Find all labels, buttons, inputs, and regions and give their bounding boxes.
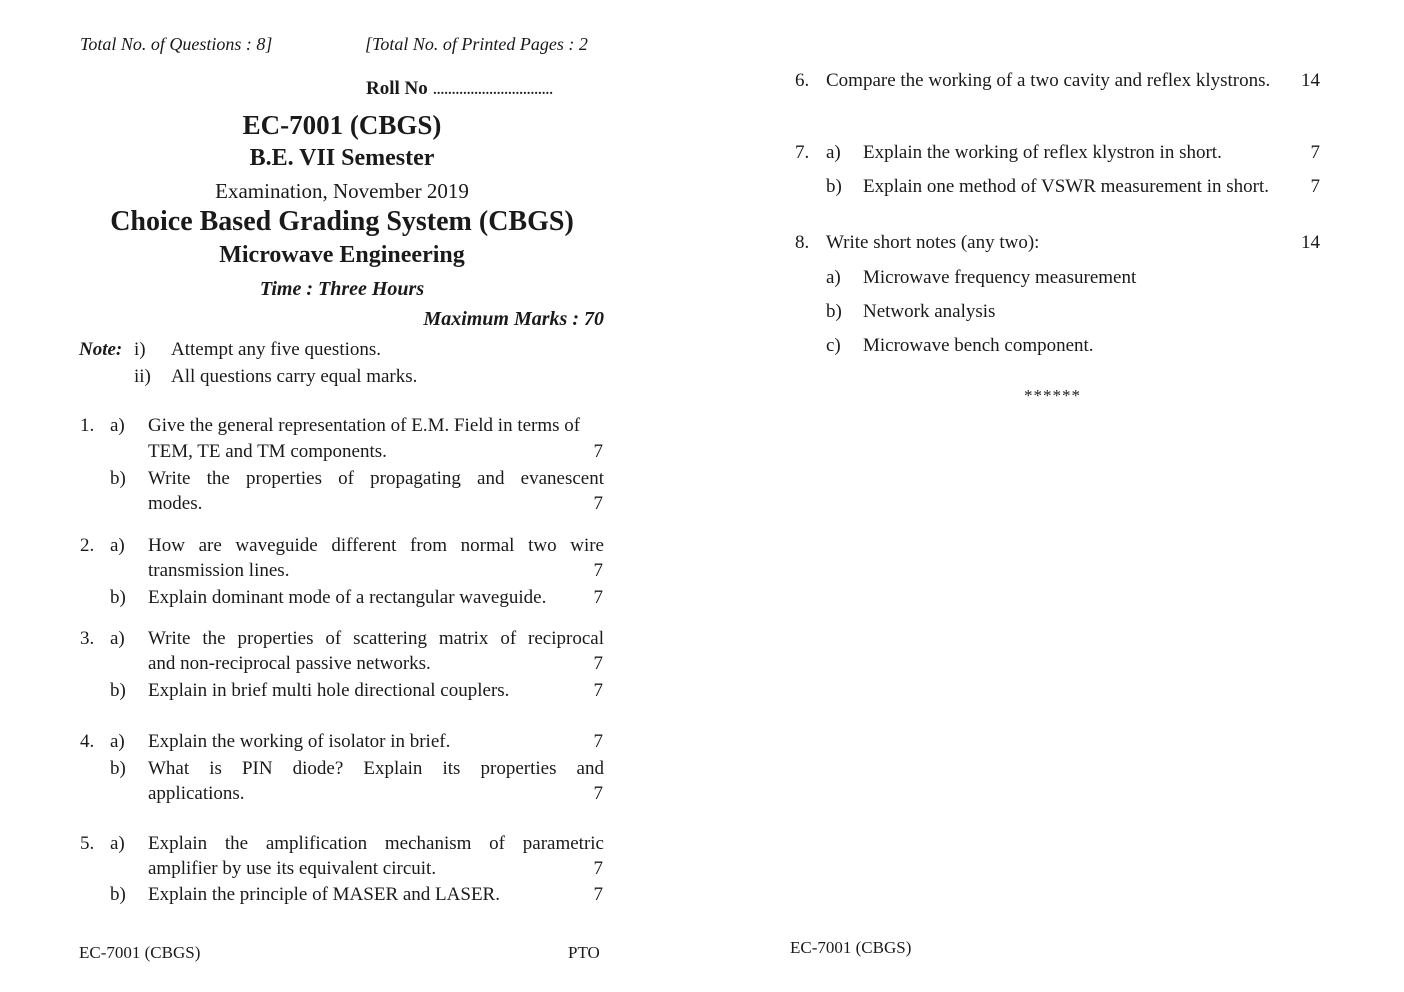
question-number: 7.: [795, 142, 810, 163]
question-marks: 7: [593, 884, 603, 905]
question-text: Compare the working of a two cavity and reflex klystrons.: [826, 70, 1271, 91]
question-marks: 7: [593, 653, 603, 674]
question-text: Write the properties of scattering matrix of reciprocal: [148, 628, 604, 649]
question-text: What is PIN diode? Explain its properties and: [148, 758, 604, 779]
question-marks: 7: [593, 493, 603, 514]
question-marks: 7: [593, 858, 603, 879]
question-text: Write the properties of propagating and evanescent: [148, 468, 604, 489]
question-text: Explain the working of reflex klystron in short.: [863, 142, 1222, 163]
question-part: a): [110, 628, 125, 649]
question-part: a): [826, 267, 841, 288]
question-text: Explain the amplification mechanism of parametric: [148, 833, 604, 854]
question-number: 5.: [80, 833, 95, 854]
question-text: Explain dominant mode of a rectangular waveguide.: [148, 587, 547, 608]
question-text: modes.: [148, 493, 203, 514]
question-part: a): [110, 535, 125, 556]
question-text: Explain the working of isolator in brief.: [148, 731, 451, 752]
question-part: b): [110, 884, 126, 905]
question-text: Give the general representation of E.M. Field in terms of: [148, 415, 581, 436]
question-part: b): [110, 468, 126, 489]
question-marks: 7: [593, 441, 603, 462]
footer-pto: PTO: [568, 943, 600, 962]
question-part: b): [110, 758, 126, 779]
roll-no-label: Roll No: [366, 78, 428, 99]
question-part: a): [110, 415, 125, 436]
note-label: Note:: [79, 339, 123, 360]
question-part: a): [110, 833, 125, 854]
note-item-text: Attempt any five questions.: [171, 339, 382, 360]
right-page: [702, 0, 1404, 992]
total-pages: [Total No. of Printed Pages : 2: [365, 34, 588, 54]
question-part: b): [110, 587, 126, 608]
footer-code: EC-7001 (CBGS): [79, 943, 201, 962]
time-allowed: Time : Three Hours: [259, 278, 425, 300]
question-marks: 14: [1301, 70, 1320, 91]
question-number: 2.: [80, 535, 95, 556]
max-marks: Maximum Marks : 70: [423, 308, 604, 330]
end-mark: ******: [1024, 386, 1081, 405]
paper-code: EC-7001 (CBGS): [242, 110, 442, 140]
question-text: How are waveguide different from normal two wire: [148, 535, 604, 556]
subject: Microwave Engineering: [219, 242, 465, 268]
question-part: b): [110, 680, 126, 701]
grading-system: Choice Based Grading System (CBGS): [110, 206, 574, 237]
note-item-num: ii): [134, 366, 151, 387]
question-text: Write short notes (any two):: [826, 232, 1040, 253]
question-number: 4.: [80, 731, 95, 752]
question-text: transmission lines.: [148, 560, 290, 581]
question-marks: 7: [1310, 142, 1320, 163]
question-number: 3.: [80, 628, 95, 649]
question-text: Network analysis: [863, 301, 996, 322]
footer-code: EC-7001 (CBGS): [790, 938, 912, 957]
question-marks: 14: [1301, 232, 1320, 253]
question-marks: 7: [593, 680, 603, 701]
question-marks: 7: [593, 587, 603, 608]
total-questions: Total No. of Questions : 8]: [80, 34, 273, 54]
question-number: 1.: [80, 415, 95, 436]
question-marks: 7: [593, 731, 603, 752]
roll-no: [366, 78, 553, 100]
semester: B.E. VII Semester: [249, 145, 435, 171]
question-number: 6.: [795, 70, 810, 91]
question-text: Microwave bench component.: [863, 335, 1094, 356]
question-text: Explain the principle of MASER and LASER.: [148, 884, 500, 905]
question-marks: 7: [593, 783, 603, 804]
question-part: a): [110, 731, 125, 752]
question-part: b): [826, 176, 842, 197]
question-text: applications.: [148, 783, 245, 804]
question-part: a): [826, 142, 841, 163]
exam-session: Examination, November 2019: [215, 179, 469, 203]
question-number: 8.: [795, 232, 810, 253]
question-text: TEM, TE and TM components.: [148, 441, 387, 462]
roll-no-dots: ................................: [432, 78, 553, 99]
question-part: b): [826, 301, 842, 322]
note-item-text: All questions carry equal marks.: [171, 366, 418, 387]
question-marks: 7: [593, 560, 603, 581]
question-text: Microwave frequency measurement: [863, 267, 1137, 288]
question-part: c): [826, 335, 841, 356]
question-text: and non-reciprocal passive networks.: [148, 653, 431, 674]
question-text: amplifier by use its equivalent circuit.: [148, 858, 437, 879]
question-text: Explain one method of VSWR measurement in short.: [863, 176, 1269, 197]
question-text: Explain in brief multi hole directional couplers.: [148, 680, 510, 701]
note-item-num: i): [134, 339, 146, 360]
question-marks: 7: [1310, 176, 1320, 197]
